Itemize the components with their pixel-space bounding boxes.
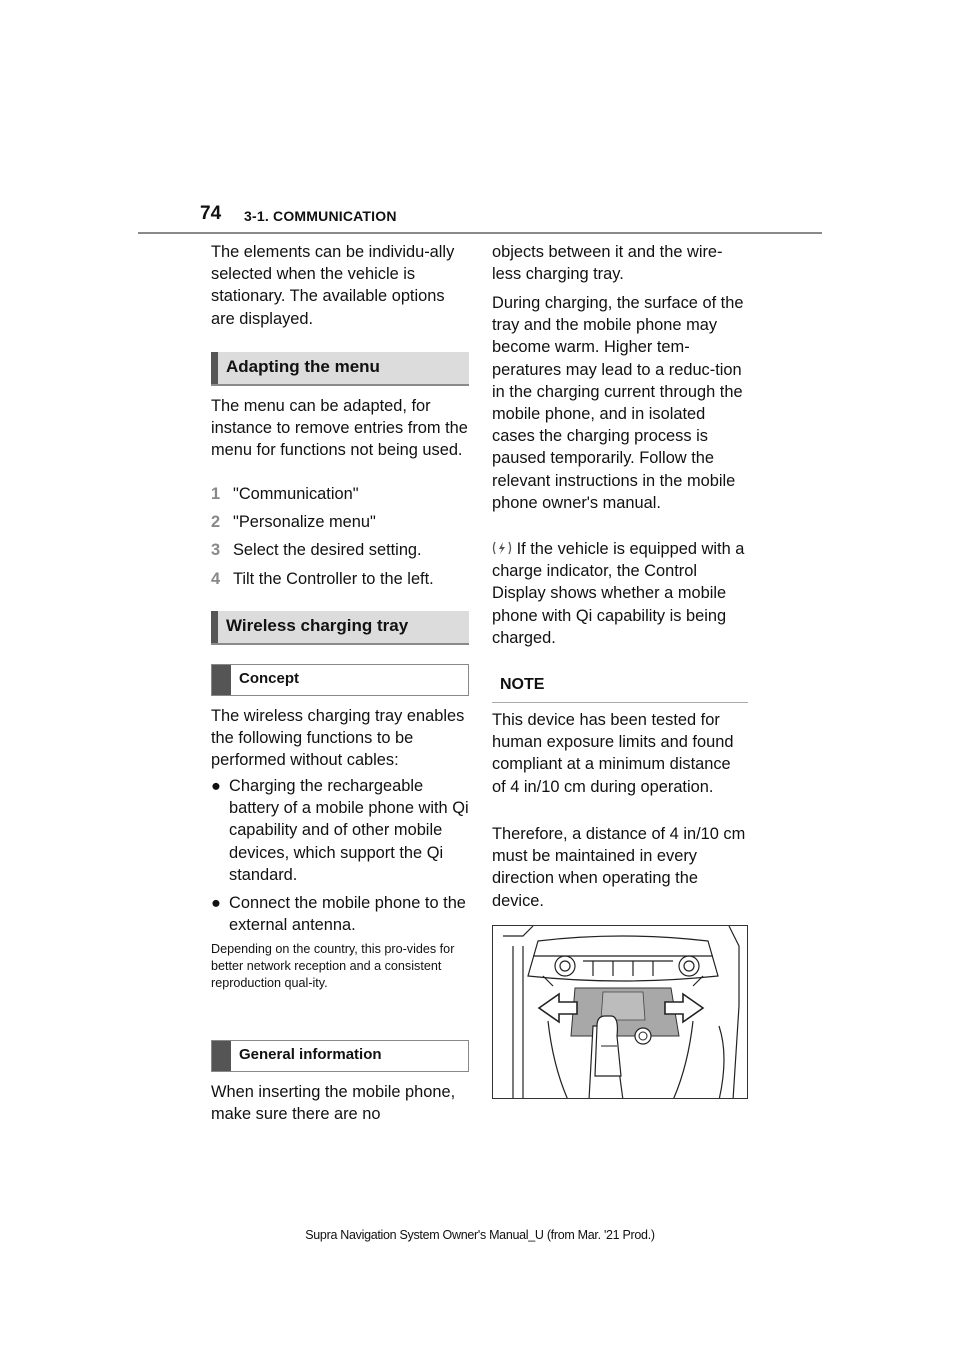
bullet-icon: ●	[211, 777, 221, 795]
intro-text: The elements can be individu-ally selected when the vehicle is stationary. The available options are displayed.	[211, 243, 455, 328]
heading-adapting-label: Adapting the menu	[226, 357, 380, 376]
subheading-marker	[212, 1041, 231, 1071]
heading-marker	[211, 352, 218, 384]
bullet-icon: ●	[211, 894, 221, 913]
general-text: When inserting the mobile phone, make sure there are no	[211, 1083, 456, 1124]
step-item	[211, 483, 469, 505]
step-text: Tilt the Controller to the left.	[233, 569, 434, 588]
step-number: 2	[211, 513, 221, 532]
indicator-paragraph	[492, 538, 748, 649]
charging-tray-illustration	[492, 925, 748, 1099]
heading-marker	[211, 611, 218, 643]
bullet-text: Connect the mobile phone to the external antenna.	[229, 894, 466, 935]
subheading-concept-label: Concept	[239, 670, 299, 687]
section-title: 3-1. COMMUNICATION	[244, 208, 397, 224]
note-divider	[492, 702, 748, 703]
subheading-concept	[211, 664, 469, 696]
step-item	[211, 511, 469, 533]
concept-text: The wireless charging tray enables the following functions to be performed without cables:	[211, 707, 465, 770]
console-drawing	[493, 926, 748, 1099]
note-paragraph-2	[492, 823, 748, 912]
general-paragraph	[211, 1081, 469, 1125]
note-heading	[492, 672, 748, 702]
small-note-text: Depending on the country, this pro-vides for better network reception and a consistent reproduction qual-ity.	[211, 942, 455, 990]
bullet-text: Charging the rechargeable battery of a mobile phone with Qi capability and of other mobile devices, which support the Qi standard.	[229, 777, 469, 884]
adapting-paragraph	[211, 395, 469, 462]
heading-wireless-label: Wireless charging tray	[226, 616, 409, 635]
intro-paragraph	[211, 241, 469, 330]
note-text-2: Therefore, a distance of 4 in/10 cm must be maintained in every direction when operating the device.	[492, 825, 746, 910]
step-item	[211, 568, 469, 590]
adapting-text: The menu can be adapted, for instance to remove entries from the menu for functions not being used.	[211, 397, 468, 460]
steps-list	[211, 483, 469, 590]
subheading-general-information	[211, 1040, 469, 1072]
bullet-item	[211, 892, 469, 936]
indicator-text: If the vehicle is equipped with a charge indicator, the Control Display shows whether a mobile phone with Qi capability is being charged.	[492, 540, 745, 647]
subheading-general-label: General information	[239, 1046, 382, 1063]
note-text-1: This device has been tested for human exposure limits and found compliant at a minimum distance of 4 in/10 cm during operation.	[492, 711, 734, 796]
continued-text: objects between it and the wire-less charging tray.	[492, 243, 723, 284]
indicator-text-wrap	[492, 538, 748, 649]
wireless-charging-icon	[492, 540, 512, 556]
step-text: "Personalize menu"	[233, 513, 376, 532]
step-number: 3	[211, 541, 221, 560]
step-text: "Communication"	[233, 485, 359, 503]
concept-paragraph	[211, 705, 469, 772]
note-heading-label: NOTE	[500, 676, 545, 693]
page-number: 74	[200, 203, 222, 224]
warm-paragraph	[492, 292, 748, 514]
bullet-item	[211, 775, 469, 886]
continued-paragraph	[492, 241, 748, 285]
small-note	[211, 941, 469, 992]
heading-wireless-charging	[211, 611, 469, 645]
header-rule	[138, 232, 822, 234]
step-number: 4	[211, 569, 221, 588]
step-number: 1	[211, 485, 221, 503]
footer: Supra Navigation System Owner's Manual_U (from Mar. '21 Prod.)	[305, 1228, 655, 1242]
warm-text: During charging, the surface of the tray and the mobile phone may become warm. Higher tem-peratures may lead to a reduc-tion in the charging current through the mobile phone, and in isolated cases the charging process is paused temporarily. Follow the relevant instructions in the mobile phone owner's manual.	[492, 294, 744, 512]
heading-adapting-menu	[211, 352, 469, 386]
step-item	[211, 539, 469, 561]
subheading-marker	[212, 665, 231, 695]
bullet-list	[211, 775, 469, 936]
step-text: Select the desired setting.	[233, 541, 422, 560]
note-paragraph-1	[492, 709, 748, 798]
